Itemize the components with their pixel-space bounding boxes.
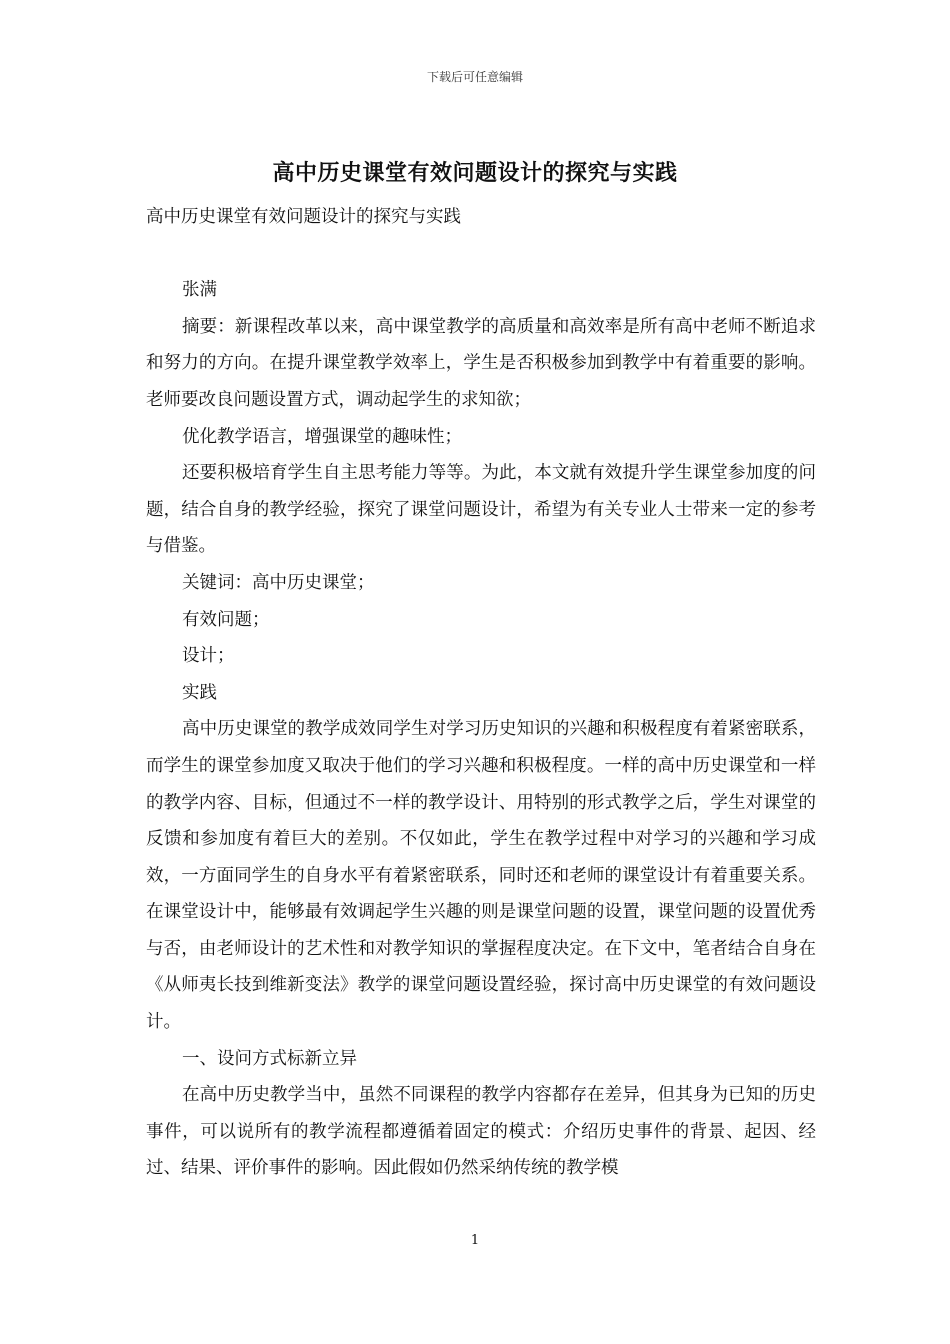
author: 张满 bbox=[182, 280, 217, 301]
section-paragraph: 在高中历史教学当中，虽然不同课程的教学内容都存在差异，但其身为已知的历史事件，可以说所有的教学流程都遵循着固定的模式：介绍历史事件的背景、起因、经过、结果、评价事件的影响。因此假如仍然采纳传统的教学模 bbox=[146, 1085, 816, 1179]
intro-paragraph: 高中历史课堂的教学成效同学生对学习历史知识的兴趣和积极程度有着紧密联系，而学生的课堂参加度又取决于他们的学习兴趣和积极程度。一样的高中历史课堂和一样的教学内容、目标，但通过不一样的教学设计、用特别的形式教学之后，学生对课堂的反馈和参加度有着巨大的差别。不仅如此，学生在教学过程中对学习的兴趣和学习成效，一方面同学生的自身水平有着紧密联系，同时还和老师的课堂设计有着重要关系。在课堂设计中，能够最有效调起学生兴趣的则是课堂问题的设置，课堂问题的设置优秀与否，由老师设计的艺术性和对教学知识的掌握程度决定。在下文中，笔者结合自身在《从师夷长技到维新变法》教学的课堂问题设置经验，探讨高中历史课堂的有效问题设计。 bbox=[146, 719, 816, 1033]
abstract-paragraph: 优化教学语言，增强课堂的趣味性； bbox=[182, 426, 462, 447]
keywords-line: 设计； bbox=[182, 646, 235, 667]
document-body bbox=[146, 199, 816, 1187]
page-number: 1 bbox=[470, 1233, 480, 1248]
header-note: 下载后可任意编辑 bbox=[426, 70, 523, 84]
blank-line bbox=[146, 236, 816, 273]
keywords-line: 有效问题； bbox=[182, 609, 270, 630]
abstract-paragraph: 还要积极培育学生自主思考能力等等。为此，本文就有效提升学生课堂参加度的问题，结合自身的教学经验，探究了课堂问题设计，希望为有关专业人士带来一定的参考与借鉴。 bbox=[146, 463, 816, 557]
subtitle: 高中历史课堂有效问题设计的探究与实践 bbox=[146, 207, 461, 227]
document-title: 高中历史课堂有效问题设计的探究与实践 bbox=[272, 160, 678, 186]
abstract-paragraph: 摘要：新课程改革以来，高中课堂教学的高质量和高效率是所有高中老师不断追求和努力的方向。在提升课堂教学效率上，学生是否积极参加到教学中有着重要的影响。老师要改良问题设置方式，调动起学生的求知欲； bbox=[146, 316, 816, 410]
section-heading: 一、设问方式标新立异 bbox=[182, 1048, 357, 1069]
keywords-line: 实践 bbox=[182, 682, 217, 703]
keywords-line: 关键词：高中历史课堂； bbox=[182, 572, 375, 593]
